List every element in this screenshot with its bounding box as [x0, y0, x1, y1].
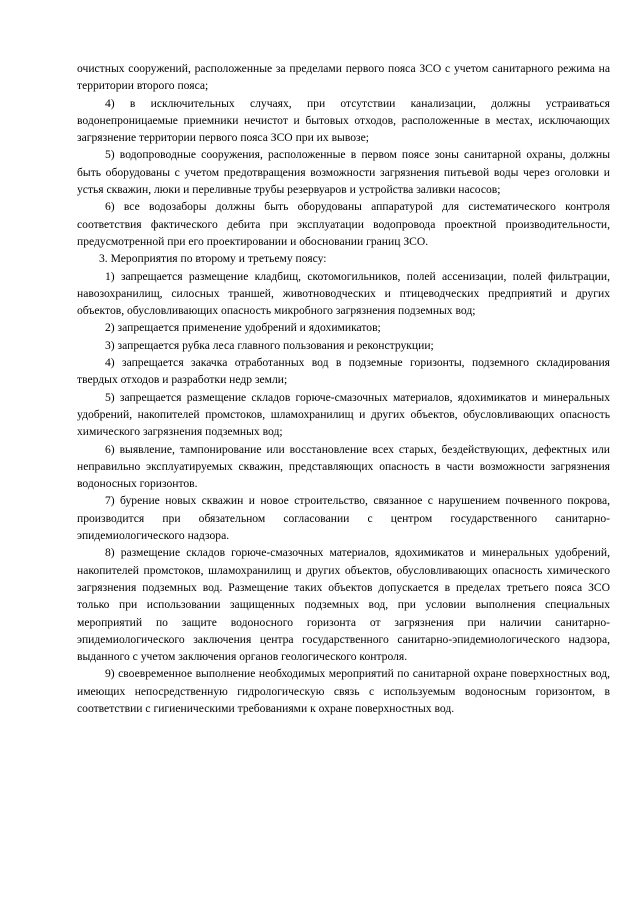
paragraph-zone2-item-5: 5) запрещается размещение складов горюче-смазочных материалов, ядохимикатов и минеральных удобрений, накопителей промстоков, шламохранилищ и других объектов, обусловливающих опасность химического загрязнения подземных вод; — [77, 390, 610, 439]
paragraph-zone2-item-4: 4) запрещается закачка отработанных вод в подземные горизонты, подземного складирования твердых отходов и разработки недр земли; — [77, 356, 610, 387]
paragraph-item-6: 6) все водозаборы должны быть оборудованы аппаратурой для систематического контроля соответствия фактического дебита при эксплуатации водопровода проектной производительности, предусмотренной при его проектировании и обосновании границ ЗСО. — [77, 200, 610, 248]
paragraph-item-4: 4) в исключительных случаях, при отсутствии канализации, должны устраиваться водонепроницаемые приемники нечистот и бытовых отходов, расположенные в местах, исключающих загрязнение территории первого пояса ЗСО при их вывозе; — [77, 96, 610, 145]
document-body — [77, 60, 610, 717]
paragraph-zone2-item-6: 6) выявление, тампонирование или восстановление всех старых, бездействующих, дефектных или неправильно эксплуатируемых скважин, представляющих опасность в части возможности загрязнения водоносных горизонтов. — [77, 442, 610, 491]
paragraph-zone2-item-1: 1) запрещается размещение кладбищ, скотомогильников, полей ассенизации, полей фильтрации, навозохранилищ, силосных траншей, животноводческих и птицеводческих предприятий и других объектов, обусловливающих опасность микробного загрязнения подземных вод; — [77, 269, 610, 318]
paragraph-zone2-item-2: 2) запрещается применение удобрений и ядохимикатов; — [105, 321, 381, 335]
paragraph-zone2-item-7: 7) бурение новых скважин и новое строительство, связанное с нарушением почвенного покрова, производится при обязательном согласовании с центром государственного санитарно-эпидемиологического надзора. — [77, 494, 610, 543]
paragraph-zone2-item-8: 8) размещение складов горюче-смазочных материалов, ядохимикатов и минеральных удобрений, накопителей промстоков, шламохранилищ и других объектов, обусловливающих опасность химического загрязнения подземных вод. Размещение таких объектов допускается в пределах третьего пояса ЗСО только при использовании защищенных подземных вод, при условии выполнения специальных мероприятий по защите водоносного горизонта от загрязнения при наличии санитарно-эпидемиологического заключения центра государственного санитарно-эпидемиологического надзора, выданного с учетом заключения органов геологического контроля. — [77, 546, 610, 664]
paragraph-item-5: 5) водопроводные сооружения, расположенные в первом поясе зоны санитарной охраны, должны быть оборудованы с учетом предотвращения возможности загрязнения питьевой воды через оголовки и устья скважин, люки и переливные трубы резервуаров и устройства заливки насосов; — [77, 148, 610, 197]
section-heading-3: 3. Мероприятия по второму и третьему поясу: — [99, 252, 327, 266]
paragraph-continuation: очистных сооружений, расположенные за пределами первого пояса ЗСО с учетом санитарного режима на территории второго пояса; — [77, 62, 610, 93]
paragraph-zone2-item-3: 3) запрещается рубка леса главного пользования и реконструкции; — [105, 338, 434, 352]
paragraph-zone2-item-9: 9) своевременное выполнение необходимых мероприятий по санитарной охране поверхностных вод, имеющих непосредственную гидрологическую связь с используемым водоносным горизонтом, в соответствии с гигиеническими требованиями к охране поверхностных вод. — [77, 667, 610, 715]
